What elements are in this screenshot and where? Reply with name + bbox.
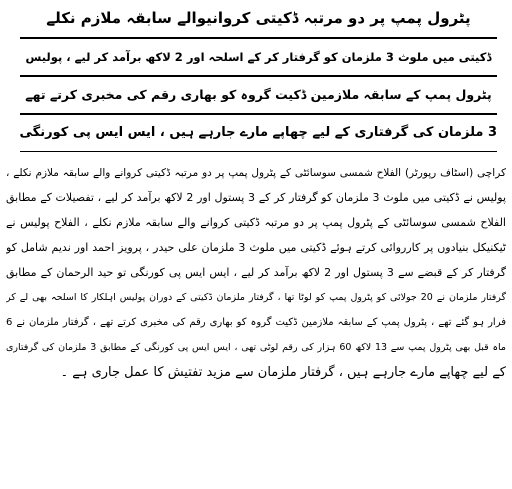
body-line-7: فرار ہو گئے تھے ، پٹرول پمپ کے سابقہ ملازمین ڈکیت گروہ کو بھاری رقم کی مخبری کرتے تھے ، گرفتار ملزمان نے 6 bbox=[6, 317, 506, 328]
headline-line-1: پٹرول پمپ پر دو مرتبہ ڈکیتی کروانیوالے سابقہ ملازم نکلے bbox=[20, 0, 497, 38]
body-line-5: گرفتار کر کے قبضے سے 3 پستول اور 2 لاکھ برآمد کر لیے ، ایس ایس پی کورنگی تو حید الرحمان کے مطابق bbox=[6, 266, 506, 279]
headline-line-3: پٹرول پمپ کے سابقہ ملازمین ڈکیت گروہ کو بھاری رقم کی مخبری کرتے تھے bbox=[20, 76, 497, 114]
body-line-4: ٹیکنیکل بنیادوں پر کارروائی کرتے ہوئے ڈکیتی میں ملوث 3 ملزمان علی حیدر ، پرویز احمد اور ندیم شامل کو bbox=[6, 241, 506, 254]
body-line-6: گرفتار ملزمان نے 20 جولائی کو پٹرول پمپ کو لوٹا تھا ، گرفتار ملزمان ڈکیتی کے دوران پولیس اہلکار کا اسلحہ بھی لے کر bbox=[6, 292, 506, 303]
body-line-2: پولیس نے ڈکیتی میں ملوث 3 ملزمان کو گرفتار کر کے 3 پستول اور 2 لاکھ برآمد کر لیے ، تفصیلات کے مطابق bbox=[6, 191, 506, 204]
headline-line-4: 3 ملزمان کی گرفتاری کے لیے چھاپے مارے جارہے ہیں ، ایس ایس پی کورنگی bbox=[20, 114, 497, 152]
body-line-1: کراچی (اسٹاف رپورٹر) الفلاح شمسی سوسائٹی کے پٹرول پمپ پر دو مرتبہ ڈکیتی کروانے والے سابقہ ملازم نکلے ، bbox=[6, 167, 506, 179]
body-line-3: الفلاح شمسی سوسائٹی کے پٹرول پمپ پر دو مرتبہ ڈکیتی کروانے والے سابقہ ملازم نکلے ، الفلاح پولیس نے bbox=[6, 216, 506, 229]
body-line-9: کے لیے چھاپے مارے جارہے ہیں ، گرفتار ملزمان سے مزید تفتیش کا عمل جاری ہے ۔ bbox=[60, 365, 506, 380]
headline-line-2: ڈکیتی میں ملوث 3 ملزمان کو گرفتار کر کے اسلحہ اور 2 لاکھ برآمد کر لیے ، پولیس bbox=[20, 38, 497, 76]
body-line-8: ماہ قبل بھی پٹرول پمپ سے 13 لاکھ 60 ہزار کی رقم لوٹی تھی ، ایس ایس پی کورنگی کے مطابق 3 ملزمان کی گرفتاری bbox=[6, 342, 506, 353]
